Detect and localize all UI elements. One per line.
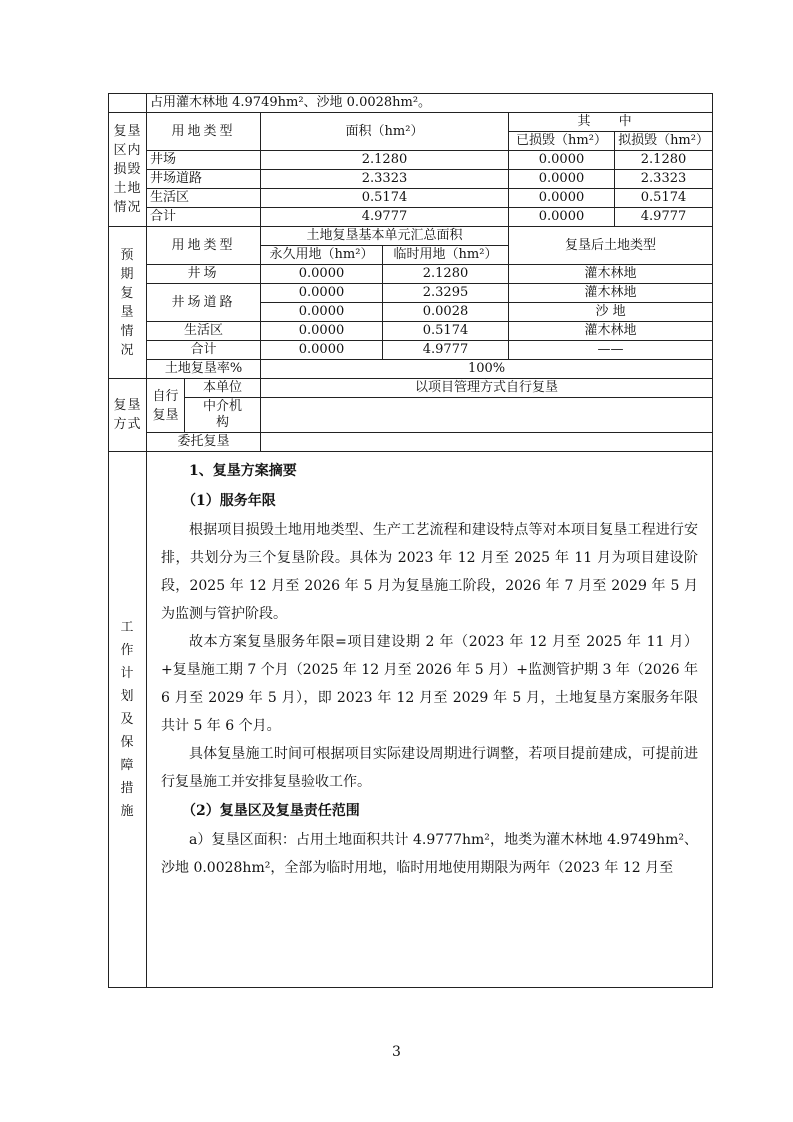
expected-temp: 0.5174 [383,322,509,341]
table-row [109,284,713,303]
table-row [109,189,713,208]
subsection-heading: （2）复垦区及复垦责任范围 [182,803,360,819]
damage-damaged: 0.0000 [509,189,615,208]
expected-after: 灌木林地 [509,322,713,341]
damage-col-type: 用地类型 [147,113,261,151]
damage-proposed: 2.1280 [615,151,713,170]
work-plan-content [147,452,713,988]
expected-col-type: 用地类型 [147,227,261,265]
damage-col-damaged: 已损毁（hm²） [509,132,615,151]
expected-after: 灌木林地 [509,265,713,284]
damage-col-among: 其 中 [509,113,713,132]
expected-type: 井场 [147,265,261,284]
expected-section-label: 预期复垦情况 [109,227,147,379]
agency-value [261,398,713,433]
damage-area: 0.5174 [261,189,509,208]
page-number: 3 [392,1044,401,1060]
table-row [109,341,713,360]
method-section-label: 复垦方式 [109,379,147,452]
section-heading: 1、复垦方案摘要 [189,463,297,479]
reclamation-rate-label: 土地复垦率% [147,360,261,379]
expected-after: —— [509,341,713,360]
damage-area: 4.9777 [261,208,509,227]
paragraph: 根据项目损毁土地用地类型、生产工艺流程和建设特点等对本项目复垦工程进行安排，共划分为三个复垦阶段。具体为 2023 年 12 月至 2025 年 11 月为项目建设阶段，2025 年 12 月至 2026 年 5 月为复垦施工阶段，2026 年 7 月至 2029 年 5 月为监测与管护阶段。 [161,522,699,622]
table-row [109,170,713,189]
unit-label: 本单位 [185,379,261,398]
work-section-label: 工作计划及保障措施 [109,452,147,988]
reclamation-table [108,93,713,988]
damage-col-area: 面积（hm²） [261,113,509,151]
expected-temp: 4.9777 [383,341,509,360]
reclamation-rate-value: 100% [261,360,713,379]
entrusted-value [261,433,713,452]
expected-type: 合计 [147,341,261,360]
damage-area: 2.1280 [261,151,509,170]
table-row [109,322,713,341]
damage-type: 井场道路 [147,170,261,189]
expected-perm: 0.0000 [261,265,383,284]
entrusted-label: 委托复垦 [147,433,261,452]
damage-damaged: 0.0000 [509,170,615,189]
expected-type: 生活区 [147,322,261,341]
damage-area: 2.3323 [261,170,509,189]
expected-perm: 0.0000 [261,341,383,360]
top-continuation-text: 占用灌木林地 4.9749hm²、沙地 0.0028hm²。 [147,94,713,113]
blank-left-cell [109,94,147,113]
damage-proposed: 0.5174 [615,189,713,208]
self-reclamation-label: 自行复垦 [147,379,185,433]
expected-after: 灌木林地 [509,284,713,303]
damage-damaged: 0.0000 [509,208,615,227]
expected-col-temp: 临时用地（hm²） [383,246,509,265]
damage-proposed: 4.9777 [615,208,713,227]
paragraph: 具体复垦施工时间可根据项目实际建设周期进行调整，若项目提前建成，可提前进行复垦施工并安排复垦验收工作。 [161,746,699,790]
expected-type: 井场道路 [147,284,261,322]
damage-proposed: 2.3323 [615,170,713,189]
expected-perm: 0.0000 [261,284,383,303]
expected-temp: 0.0028 [383,303,509,322]
paragraph: a）复垦区面积：占用土地面积共计 4.9777hm²，地类为灌木林地 4.9749hm²、沙地 0.0028hm²，全部为临时用地，临时用地使用期限为两年（2023 年 12 月至 [161,832,699,876]
damage-col-proposed: 拟损毁（hm²） [615,132,713,151]
expected-col-summary: 土地复垦基本单元汇总面积 [261,227,509,246]
table-row [109,208,713,227]
subsection-heading: （1）服务年限 [182,493,276,509]
table-row [109,151,713,170]
damage-type: 井场 [147,151,261,170]
expected-temp: 2.3295 [383,284,509,303]
expected-col-after: 复垦后土地类型 [509,227,713,265]
table-row [109,265,713,284]
expected-perm: 0.0000 [261,303,383,322]
paragraph: 故本方案复垦服务年限=项目建设期 2 年（2023 年 12 月至 2025 年 11 月）+复垦施工期 7 个月（2025 年 12 月至 2026 年 5 月）+监测管护期 3 年（2026 年 6 月至 2029 年 5 月），即 2023 年 12 月至 2029 年 5 月，土地复垦方案服务年限共计 5 年 6 个月。 [161,634,699,734]
agency-label: 中介机构 [185,398,261,433]
expected-col-perm: 永久用地（hm²） [261,246,383,265]
expected-perm: 0.0000 [261,322,383,341]
expected-temp: 2.1280 [383,265,509,284]
expected-after: 沙 地 [509,303,713,322]
damage-type: 合计 [147,208,261,227]
unit-value: 以项目管理方式自行复垦 [261,379,713,398]
damage-damaged: 0.0000 [509,151,615,170]
damage-type: 生活区 [147,189,261,208]
damage-section-label: 复垦区内损毁土地情况 [109,113,147,227]
